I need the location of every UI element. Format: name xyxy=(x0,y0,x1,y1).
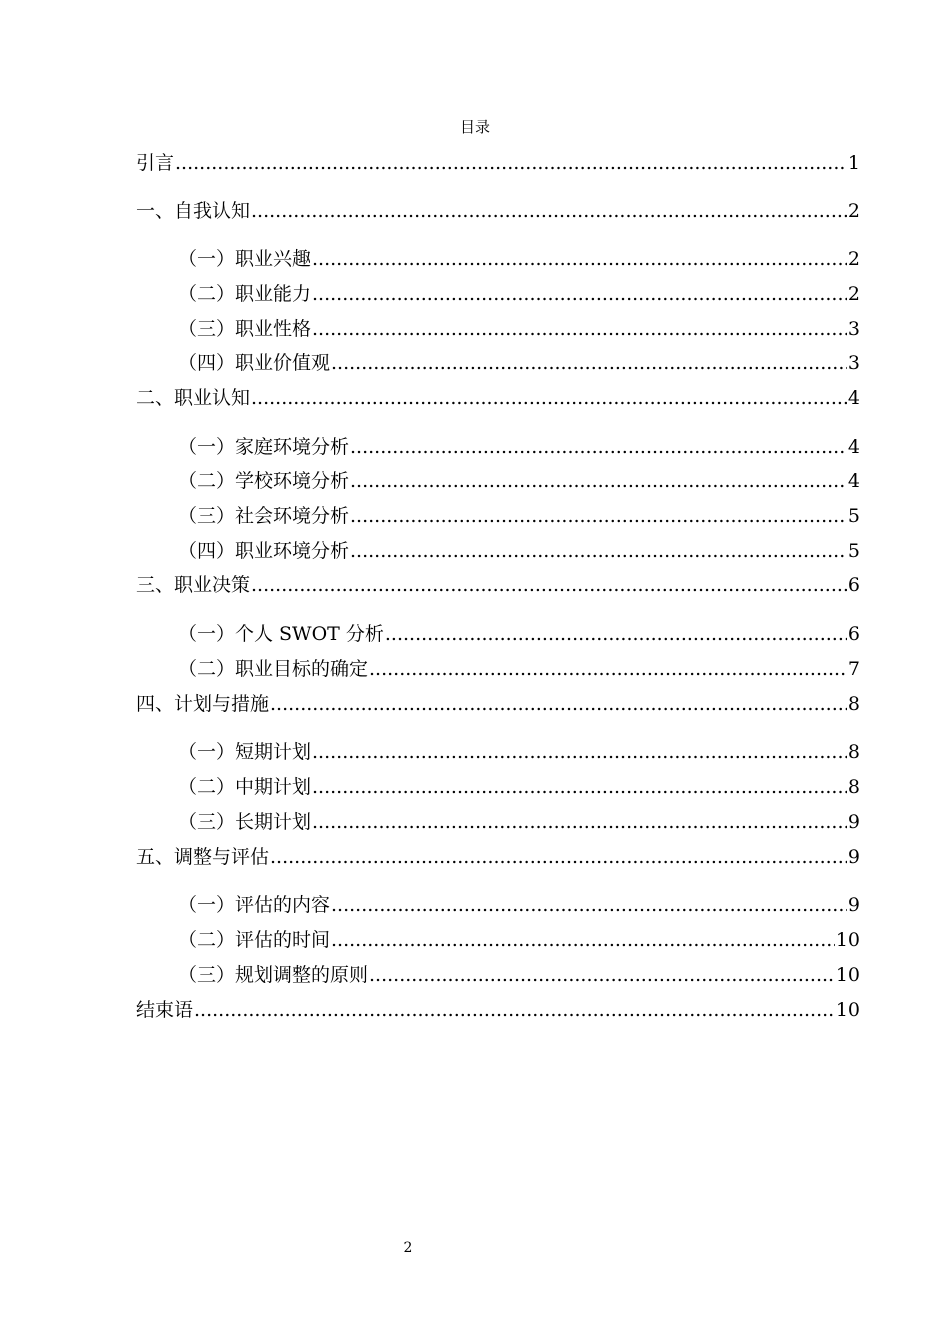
toc-leader-dots xyxy=(331,893,847,917)
toc-entry-label: （二）职业能力 xyxy=(178,283,312,305)
toc-leader-dots xyxy=(369,963,835,987)
toc-heading: 目录 xyxy=(459,118,490,136)
toc-entry-label: 五、调整与评估 xyxy=(136,846,270,868)
toc-entry-label: （三）职业性格 xyxy=(178,318,312,340)
toc-entry-label: （三）长期计划 xyxy=(178,811,312,833)
toc-entry-page: 8 xyxy=(847,693,860,715)
toc-leader-dots xyxy=(175,151,847,175)
toc-entry-career-goal[interactable] xyxy=(178,653,860,681)
toc-entry-evaluation-content[interactable] xyxy=(178,889,860,917)
toc-entry-career-ability[interactable] xyxy=(178,278,860,306)
toc-leader-dots xyxy=(312,317,847,341)
toc-entry-page: 2 xyxy=(847,248,860,270)
toc-entry-label: 结束语 xyxy=(136,999,194,1021)
toc-entry-family-environment[interactable] xyxy=(178,431,860,459)
toc-entry-label: （一）家庭环境分析 xyxy=(178,436,350,458)
toc-entry-label: （一）个人 SWOT 分析 xyxy=(178,623,384,645)
toc-entry-page: 8 xyxy=(847,776,860,798)
toc-entry-mid-term-plan[interactable] xyxy=(178,771,860,799)
toc-entry-swot-analysis[interactable] xyxy=(178,618,860,646)
toc-entry-page: 7 xyxy=(847,658,860,680)
toc-entry-career-decision[interactable] xyxy=(136,569,860,597)
toc-entry-label: （三）社会环境分析 xyxy=(178,505,350,527)
toc-entry-label: （一）短期计划 xyxy=(178,741,312,763)
toc-entry-label: （一）评估的内容 xyxy=(178,894,331,916)
toc-entry-career-values[interactable] xyxy=(178,347,860,375)
toc-entry-introduction[interactable] xyxy=(136,147,860,175)
toc-entry-page: 6 xyxy=(847,574,860,596)
toc-entry-page: 8 xyxy=(847,741,860,763)
toc-entry-career-environment[interactable] xyxy=(178,535,860,563)
toc-leader-dots xyxy=(270,845,847,869)
toc-entry-page: 9 xyxy=(847,811,860,833)
toc-entry-adjustment-principles[interactable] xyxy=(178,959,860,987)
toc-entry-page: 3 xyxy=(847,318,860,340)
toc-entry-label: 一、自我认知 xyxy=(136,200,251,222)
toc-leader-dots xyxy=(251,199,847,223)
toc-leader-dots xyxy=(350,539,847,563)
toc-entry-label: （二）学校环境分析 xyxy=(178,470,350,492)
toc-entry-page: 2 xyxy=(847,200,860,222)
toc-entry-page: 4 xyxy=(847,436,860,458)
toc-leader-dots xyxy=(194,998,835,1022)
toc-entry-label: （四）职业环境分析 xyxy=(178,540,350,562)
toc-entry-label: （三）规划调整的原则 xyxy=(178,964,369,986)
toc-entry-long-term-plan[interactable] xyxy=(178,806,860,834)
page-number: 2 xyxy=(403,1240,413,1256)
toc-entry-label: 三、职业决策 xyxy=(136,574,251,596)
toc-entry-social-environment[interactable] xyxy=(178,500,860,528)
toc-entry-page: 1 xyxy=(847,152,860,174)
toc-entry-label: （二）职业目标的确定 xyxy=(178,658,369,680)
toc-entry-page: 3 xyxy=(847,352,860,374)
toc-entry-self-awareness[interactable] xyxy=(136,195,860,223)
toc-entry-page: 4 xyxy=(847,387,860,409)
toc-entry-page: 5 xyxy=(847,505,860,527)
toc-entry-school-environment[interactable] xyxy=(178,465,860,493)
toc-entry-label: （四）职业价值观 xyxy=(178,352,331,374)
toc-entry-career-personality[interactable] xyxy=(178,313,860,341)
toc-leader-dots xyxy=(270,692,847,716)
toc-entry-page: 10 xyxy=(835,929,860,951)
toc-entry-page: 10 xyxy=(835,964,860,986)
toc-entry-career-interest[interactable] xyxy=(178,243,860,271)
toc-leader-dots xyxy=(331,928,835,952)
toc-entry-page: 9 xyxy=(847,894,860,916)
toc-entry-label: 二、职业认知 xyxy=(136,387,251,409)
toc-entry-page: 6 xyxy=(847,623,860,645)
toc-entry-conclusion[interactable] xyxy=(136,994,860,1022)
toc-entry-page: 5 xyxy=(847,540,860,562)
toc-entry-page: 10 xyxy=(835,999,860,1021)
toc-entry-page: 9 xyxy=(847,846,860,868)
toc-entry-label: （一）职业兴趣 xyxy=(178,248,312,270)
toc-leader-dots xyxy=(331,351,847,375)
toc-leader-dots xyxy=(350,435,847,459)
toc-leader-dots xyxy=(312,775,847,799)
toc-entry-page: 2 xyxy=(847,283,860,305)
toc-leader-dots xyxy=(251,573,847,597)
toc-entry-page: 4 xyxy=(847,470,860,492)
toc-leader-dots xyxy=(369,657,847,681)
toc-leader-dots xyxy=(312,810,847,834)
toc-entry-label: 引言 xyxy=(136,152,175,174)
toc-entry-label: 四、计划与措施 xyxy=(136,693,270,715)
toc-entry-plans-measures[interactable] xyxy=(136,688,860,716)
toc-entry-label: （二）评估的时间 xyxy=(178,929,331,951)
toc-leader-dots xyxy=(312,247,847,271)
toc-leader-dots xyxy=(312,282,847,306)
toc-entry-label: （二）中期计划 xyxy=(178,776,312,798)
toc-entry-adjust-evaluate[interactable] xyxy=(136,841,860,869)
toc-leader-dots xyxy=(251,386,847,410)
toc-leader-dots xyxy=(385,622,847,646)
toc-entry-short-term-plan[interactable] xyxy=(178,736,860,764)
toc-entry-evaluation-time[interactable] xyxy=(178,924,860,952)
toc-leader-dots xyxy=(350,504,847,528)
toc-leader-dots xyxy=(350,469,847,493)
toc-entry-career-awareness[interactable] xyxy=(136,382,860,410)
toc-leader-dots xyxy=(312,740,847,764)
